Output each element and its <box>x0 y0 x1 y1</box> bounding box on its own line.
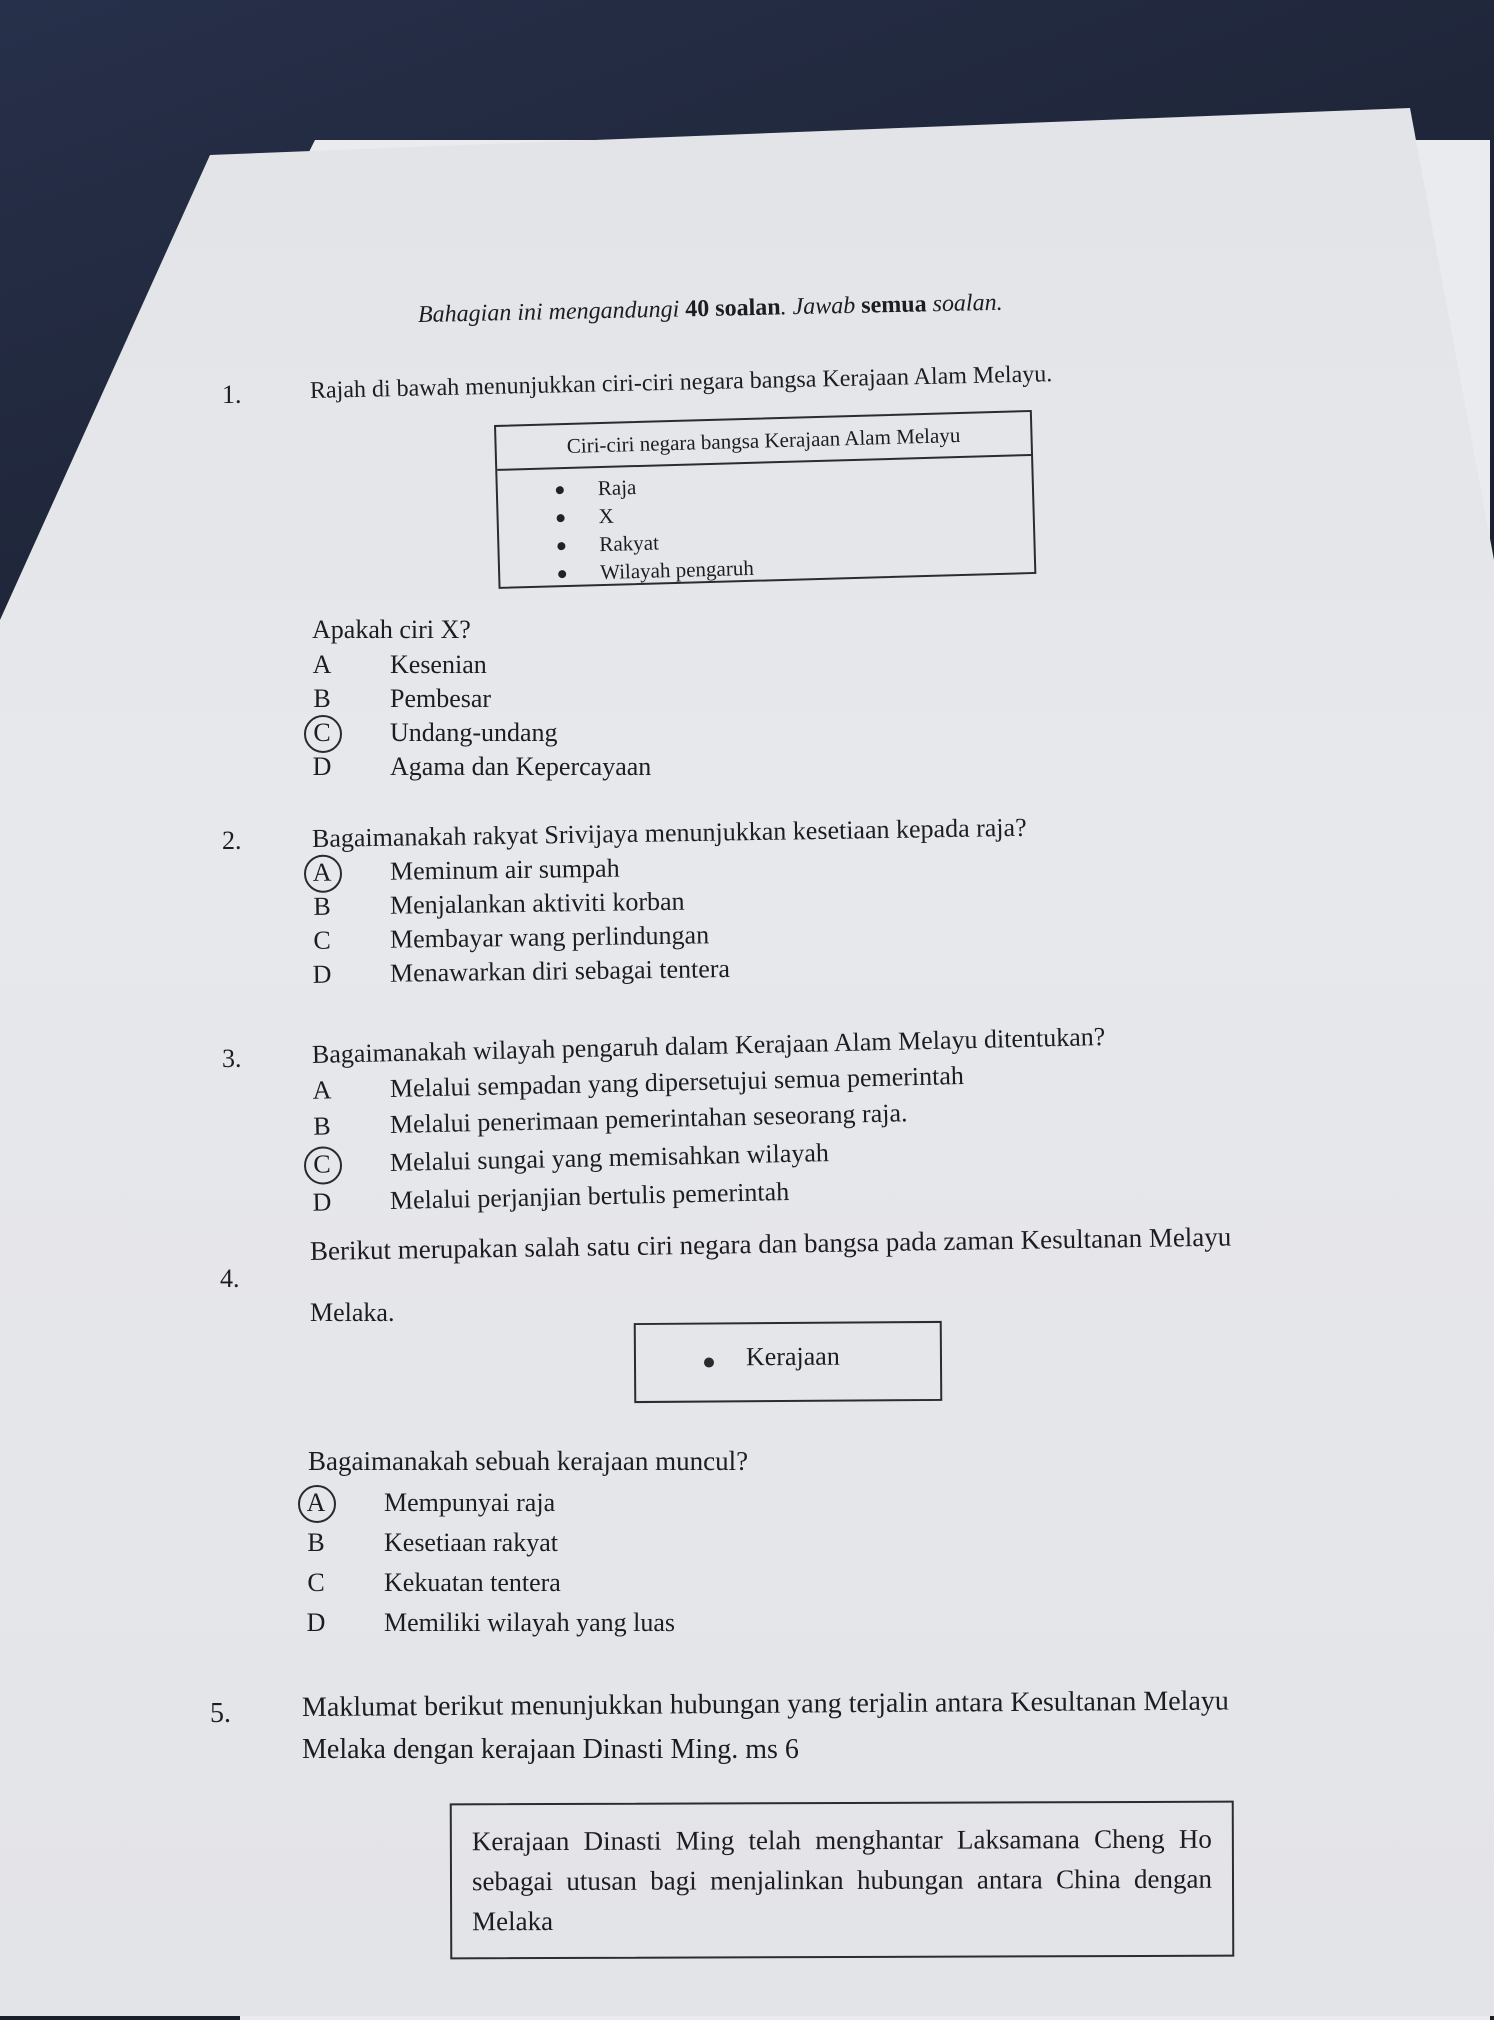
option-letter-circled: A <box>296 1488 336 1518</box>
question-text: Bagaimanakah wilayah pengaruh dalam Kerajaan Alam Melayu ditentukan? <box>311 1022 1106 1069</box>
table-header: Ciri-ciri negara bangsa Kerajaan Alam Melayu <box>496 412 1031 471</box>
option-a <box>302 854 620 888</box>
option-b <box>302 1098 908 1142</box>
option-letter: A <box>312 1075 332 1105</box>
question-text: Bagaimanakah rakyat Srivijaya menunjukkan kesetiaan kepada raja? <box>311 812 1027 853</box>
list-item: Rakyat <box>499 518 1034 561</box>
option-letter: B <box>313 684 331 713</box>
bullet-icon <box>704 1358 714 1368</box>
question-number: 1. <box>222 380 242 409</box>
option-d <box>302 752 651 782</box>
option-letter: A <box>312 650 332 679</box>
option-letter: D <box>312 752 332 781</box>
option-letter: B <box>313 891 331 921</box>
option-letter: C <box>307 1568 325 1597</box>
option-c <box>302 920 710 956</box>
option-a <box>296 1488 555 1518</box>
intro-text: . Jawab <box>780 292 862 321</box>
option-text: Membayar wang perlindungan <box>389 920 710 954</box>
option-letter: C <box>313 925 331 955</box>
option-text: Melalui penerimaan pemerintahan seseorang raja. <box>389 1098 908 1139</box>
question-text: Rajah di bawah menunjukkan ciri-ciri negara bangsa Kerajaan Alam Melayu. <box>309 361 1053 404</box>
option-letter: D <box>312 959 332 989</box>
option-text: Kesenian <box>390 650 487 679</box>
option-c <box>302 1138 830 1180</box>
option-text: Agama dan Kepercayaan <box>390 752 652 781</box>
option-text: Melalui sempadan yang dipersetujui semua pemerintah <box>389 1060 965 1103</box>
question-number: 2. <box>222 826 242 855</box>
question-text: Berikut merupakan salah satu ciri negara dan bangsa pada zaman Kesultanan Melayu <box>309 1221 1232 1266</box>
information-text: Kerajaan Dinasti Ming telah menghantar Laksamana Cheng Ho sebagai utusan bagi menjalinkan hubungan antara China dengan Melaka <box>471 1823 1213 1937</box>
option-c <box>296 1568 561 1598</box>
option-d <box>302 1177 790 1218</box>
option-text: Menawarkan diri sebagai tentera <box>389 954 731 988</box>
option-letter-circled: C <box>302 1149 343 1180</box>
section-instructions <box>418 290 1003 329</box>
option-letter: B <box>312 1111 331 1141</box>
option-c <box>302 718 558 748</box>
option-d <box>296 1608 675 1638</box>
question-stem: Bagaimanakah sebuah kerajaan muncul? <box>308 1446 749 1476</box>
intro-text: soalan. <box>926 289 1003 318</box>
characteristics-table <box>494 410 1036 589</box>
table-list <box>497 462 1034 589</box>
option-d <box>302 954 730 990</box>
option-text: Undang-undang <box>390 718 558 747</box>
option-letter: D <box>306 1608 326 1637</box>
intro-emphasis: semua <box>860 291 927 319</box>
list-item: Raja <box>497 462 1032 505</box>
option-letter: D <box>312 1187 332 1217</box>
option-text: Mempunyai raja <box>384 1488 556 1517</box>
list-item: Wilayah pengaruh <box>500 546 1035 589</box>
intro-count: 40 soalan <box>684 294 781 323</box>
option-text: Melalui sungai yang memisahkan wilayah <box>389 1138 830 1177</box>
question-stem: Apakah ciri X? <box>312 615 471 644</box>
question-text: Maklumat berikut menunjukkan hubungan yang terjalin antara Kesultanan Melayu <box>301 1685 1229 1723</box>
question-number: 5. <box>210 1698 231 1729</box>
option-text: Pembesar <box>390 684 492 713</box>
box-label: Kerajaan <box>745 1341 840 1372</box>
option-letter: B <box>307 1528 325 1557</box>
option-text: Melalui perjanjian bertulis pemerintah <box>389 1176 790 1215</box>
option-letter-circled: A <box>302 857 342 888</box>
option-text: Kekuatan tentera <box>384 1568 561 1597</box>
option-text: Menjalankan aktiviti korban <box>389 886 685 920</box>
question-number: 3. <box>222 1044 242 1073</box>
list-item: X <box>498 490 1033 533</box>
option-b <box>302 887 685 922</box>
option-b <box>302 684 491 714</box>
information-box <box>450 1801 1235 1960</box>
kerajaan-box <box>634 1321 943 1403</box>
option-text: Meminum air sumpah <box>389 853 620 886</box>
intro-text: Bahagian ini mengandungi <box>417 296 686 328</box>
option-a <box>302 650 487 680</box>
option-b <box>296 1528 558 1558</box>
question-text: Melaka. <box>310 1298 395 1327</box>
question-number: 4. <box>220 1264 240 1293</box>
option-text: Memiliki wilayah yang luas <box>384 1608 676 1637</box>
question-text: Melaka dengan kerajaan Dinasti Ming. ms 6 <box>302 1734 799 1765</box>
option-text: Kesetiaan rakyat <box>384 1528 558 1557</box>
option-letter-circled: C <box>302 718 342 748</box>
